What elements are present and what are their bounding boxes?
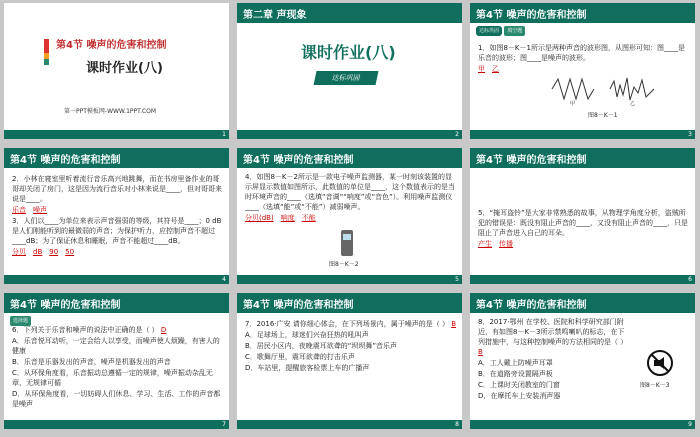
- slide-1-thumbnail[interactable]: [4, 3, 229, 139]
- slide-number: 1: [222, 131, 226, 138]
- question-8: [478, 317, 628, 402]
- accent-stripe-green: [44, 59, 49, 65]
- slide-number: 3: [688, 131, 692, 138]
- answer-4b: 响度: [280, 214, 295, 222]
- answer-5b: 传播: [499, 240, 513, 248]
- accent-stripe-red: [44, 39, 49, 53]
- option-b: B．居民小区内，夜晚震耳欲聋的“坝坝舞”音乐声: [245, 342, 398, 350]
- slide-footer: [4, 420, 229, 429]
- question-1: [478, 43, 690, 74]
- answer-4a: 分贝(dB): [245, 214, 274, 222]
- slide-number: 2: [455, 131, 459, 138]
- waveform-yi: [610, 78, 654, 100]
- answer-8: B: [478, 348, 483, 356]
- lesson-title: 课时作业(八): [301, 43, 396, 62]
- answer-3a: 分贝: [12, 248, 26, 256]
- question-4-text: 4．如图8－K－2所示是一款电子噪声监测器，某一时刻该装置的显示屏显示数值如图所示，此数值的单位是____，这个数值表示的是当时环境声音的____（选填“音调”“响度”或“音色”）。利用噪声监测仪____（选填“能”或“不能”）减弱噪声。: [245, 173, 455, 211]
- slide-footer: [470, 420, 695, 429]
- answer-6: D: [160, 326, 167, 334]
- answer-1b: 乙: [492, 65, 499, 73]
- figure-caption: 图8－K－3: [640, 382, 670, 389]
- slide-footer: [470, 130, 695, 139]
- credit-text: 第一PPT模板网-WWW.1PPT.COM: [64, 108, 157, 115]
- slide-header-title: 第4节 噪声的危害和控制: [243, 300, 354, 311]
- slide-footer: [4, 275, 229, 284]
- slide-footer: [237, 420, 462, 429]
- slide-header-bar: [237, 3, 462, 23]
- answer-2a: 乐音: [12, 206, 26, 214]
- chapter-title: 第二章 声现象: [243, 10, 307, 21]
- option-c: C．从环保角度看，乐音振动总遵循一定的规律，噪声振动杂乱无章，无规律可循: [12, 369, 213, 387]
- answer-2b: 噪声: [33, 206, 47, 214]
- slide-header-title: 第4节 噪声的危害和控制: [243, 155, 354, 166]
- slide-4-thumbnail[interactable]: [4, 148, 229, 284]
- slide-6-thumbnail[interactable]: [470, 148, 695, 284]
- slide-3-thumbnail[interactable]: [470, 3, 695, 139]
- slide-header-bar: [470, 293, 695, 313]
- slide-5-thumbnail[interactable]: [237, 148, 462, 284]
- noise-monitor-image: [341, 230, 353, 256]
- slide-header-bar: [237, 293, 462, 313]
- question-7-text: 7．2016·广安 请你细心体会，在下列场景内，属于噪声的是（ ）: [245, 320, 449, 328]
- option-a: A．足球场上，球迷们兴奋狂热的吼叫声: [245, 331, 369, 339]
- slide-2-thumbnail[interactable]: [237, 3, 462, 139]
- slide-number: 4: [222, 276, 226, 283]
- tag-row: [476, 25, 525, 36]
- slide-footer: [237, 130, 462, 139]
- slide-number: 8: [455, 421, 459, 428]
- answer-4c: 不能: [301, 214, 316, 222]
- section-title: 第4节 噪声的危害和控制: [56, 40, 167, 51]
- question-5-text: 5．“掩耳盗铃”是大家非常熟悉的故事，从物理学角度分析，盗贼所犯的错误是：既没有阻止声音的____，又没有阻止声音的____，只是阻止了声音进入自己的耳朵。: [478, 209, 688, 237]
- figure-caption: 图8－K－1: [588, 112, 618, 119]
- slide-header-title: 第4节 噪声的危害和控制: [10, 300, 121, 311]
- question-5: [478, 208, 690, 249]
- slide-header-title: 第4节 噪声的危害和控制: [476, 10, 587, 21]
- waveform-label-jia: 甲: [570, 101, 576, 107]
- slide-header-title: 第4节 噪声的危害和控制: [476, 155, 587, 166]
- section-tag: 达标巩固: [476, 26, 502, 36]
- slide-footer: [237, 275, 462, 284]
- option-a: A．乐音悦耳动听，一定会给人以享受，而噪声使人烦躁，有害人的健康: [12, 337, 220, 355]
- option-a: A．工人戴上防噪声耳罩: [478, 359, 553, 367]
- slide-header-bar: [4, 148, 229, 168]
- answer-3c: 90: [49, 248, 59, 256]
- waveform-label-yi: 乙: [630, 101, 636, 107]
- slide-8-thumbnail[interactable]: [237, 293, 462, 429]
- question-type-tag: 选择题: [10, 316, 31, 326]
- question-type-tag: 填空题: [504, 26, 525, 36]
- lesson-title: 课时作业(八): [86, 61, 163, 76]
- slide-footer: [4, 130, 229, 139]
- question-4: [245, 172, 457, 223]
- question-7: [245, 319, 457, 374]
- figure-caption: 图8－K－2: [329, 261, 359, 268]
- option-b: B．乐音是乐器发出的声音，噪声是机器发出的声音: [12, 358, 171, 366]
- question-3-text: 3．人们以____为单位来表示声音强弱的等级，其符号是____；0 dB是人们刚能听到的最微弱的声音；为保护听力，应控制声音不超过____dB；为了保证休息和睡眠，声音不能超过____dB。: [12, 217, 222, 245]
- slide-header-bar: [470, 3, 695, 23]
- option-d: D．从环保角度看，一切妨碍人们休息、学习、生活、工作的声音都是噪声: [12, 390, 221, 408]
- question-6: [12, 325, 224, 410]
- slide-number: 5: [455, 276, 459, 283]
- no-horn-sign-icon: [646, 349, 674, 377]
- section-badge: 达标巩固: [314, 71, 379, 85]
- question-2-text: 2．小林在寝室里听着流行音乐高兴地跳舞，而在书房里备作业的哥哥却关闭了房门，这是因为流行音乐对小林来说是____，但对哥哥来说是____。: [12, 175, 222, 203]
- slide-9-thumbnail[interactable]: [470, 293, 695, 429]
- slide-header-bar: [237, 148, 462, 168]
- answer-3d: 50: [65, 248, 75, 256]
- answer-1a: 甲: [478, 65, 485, 73]
- question-1-text: 1．如图8－K－1所示是两种声音的波形图，从图形可知：图____是乐音的波形；图____是噪声的波形。: [478, 44, 685, 62]
- question-6-text: 6．下列关于乐音和噪声的说法中正确的是（ ）: [12, 326, 159, 334]
- slide-header-title: 第4节 噪声的危害和控制: [10, 155, 121, 166]
- answer-7: B: [451, 320, 456, 328]
- slide-7-thumbnail[interactable]: [4, 293, 229, 429]
- slide-header-bar: [4, 293, 229, 313]
- answer-5a: 产生: [478, 240, 492, 248]
- slide-header-bar: [470, 148, 695, 168]
- slide-number: 9: [688, 421, 692, 428]
- option-d: D．在摩托车上安装消声器: [478, 392, 561, 400]
- waveform-figure: [550, 75, 660, 103]
- answer-3b: dB: [33, 248, 43, 256]
- question-8-text: 8．2017·鄂州 在学校、医院和科学研究部门附近，有如图8－K－3所示禁鸣喇叭的标志，在下列措施中，与这种控制噪声的方法相同的是（ ）: [478, 318, 628, 346]
- monitor-screen: [343, 234, 351, 240]
- waveform-jia: [552, 79, 594, 99]
- option-d: D．车站里，提醒旅客检票上车的广播声: [245, 364, 370, 372]
- slide-number: 6: [688, 276, 692, 283]
- option-c: C．歌舞厅里，震耳欲聋的打击乐声: [245, 353, 355, 361]
- option-c: C．上课时关闭教室的门窗: [478, 381, 560, 389]
- slide-header-title: 第4节 噪声的危害和控制: [476, 300, 587, 311]
- option-b: B．在道路旁设置隔声板: [478, 370, 553, 378]
- slide-number: 7: [222, 421, 226, 428]
- slide-footer: [470, 275, 695, 284]
- question-2: [12, 174, 224, 258]
